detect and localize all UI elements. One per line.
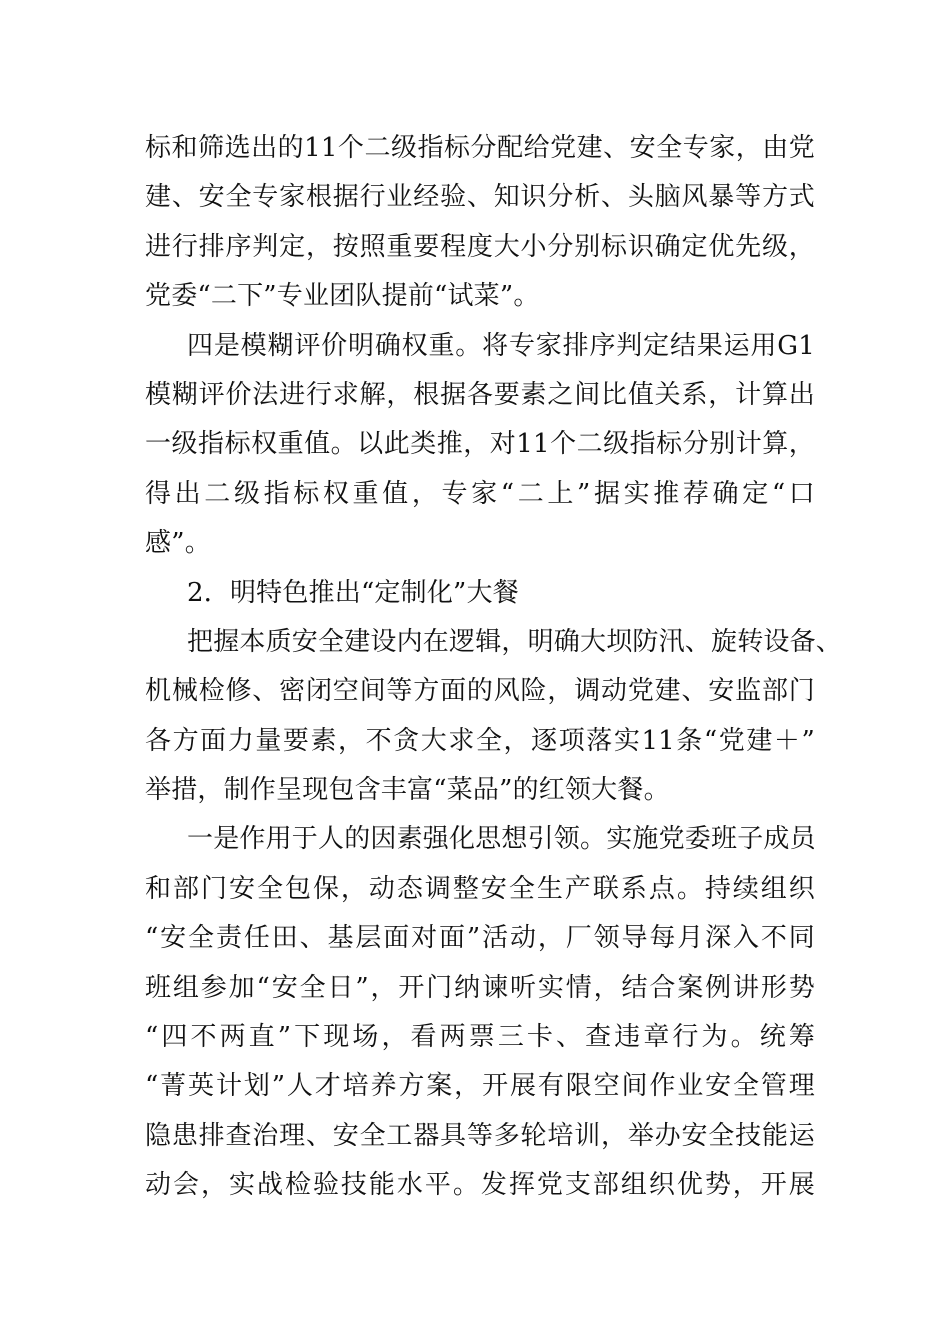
body-text-line: 建、安全专家根据行业经验、知识分析、头脑风暴等方式 (145, 182, 815, 213)
body-text-line: 得出二级指标权重值，专家“二上”据实推荐确定“口 (145, 478, 815, 509)
body-text-line: 一级指标权重值。以此类推，对11个二级指标分别计算， (145, 429, 815, 460)
section-heading: 2．明特色推出“定制化”大餐 (187, 577, 519, 608)
body-text-line: 感”。 (145, 528, 211, 559)
paragraph-first-line: 四是模糊评价明确权重。将专家排序判定结果运用G1 (187, 330, 815, 361)
body-text-line: 各方面力量要素，不贪大求全，逐项落实11条“党建＋” (145, 725, 815, 756)
body-text-line: 模糊评价法进行求解，根据各要素之间比值关系，计算出 (145, 379, 815, 410)
body-text-line: 动会，实战检验技能水平。发挥党支部组织优势，开展 (145, 1170, 815, 1201)
body-text-line: 标和筛选出的11个二级指标分配给党建、安全专家，由党 (145, 133, 815, 163)
body-text-line: 进行排序判定，按照重要程度大小分别标识确定优先级， (145, 231, 815, 262)
body-text-line: 隐患排查治理、安全工器具等多轮培训，举办安全技能运 (145, 1120, 815, 1151)
paragraph-first-line: 把握本质安全建设内在逻辑，明确大坝防汛、旋转设备、 (187, 626, 843, 657)
body-text-line: “四不两直”下现场，看两票三卡、查违章行为。统筹 (145, 1022, 815, 1053)
document-body (145, 124, 843, 1211)
body-text-line: 党委“二下”专业团队提前“试菜”。 (145, 281, 540, 312)
body-text-line: 和部门安全包保，动态调整安全生产联系点。持续组织 (145, 873, 815, 904)
body-text-line: “安全责任田、基层面对面”活动，厂领导每月深入不同 (145, 923, 815, 954)
body-text-line: 举措，制作呈现包含丰富“菜品”的红领大餐。 (145, 775, 670, 806)
paragraph-first-line: 一是作用于人的因素强化思想引领。实施党委班子成员 (187, 824, 816, 855)
body-text-line: 机械检修、密闭空间等方面的风险，调动党建、安监部门 (145, 676, 815, 707)
body-text-line: “菁英计划”人才培养方案，开展有限空间作业安全管理 (145, 1071, 815, 1102)
body-text-line: 班组参加“安全日”，开门纳谏听实情，结合案例讲形势 (145, 972, 815, 1003)
